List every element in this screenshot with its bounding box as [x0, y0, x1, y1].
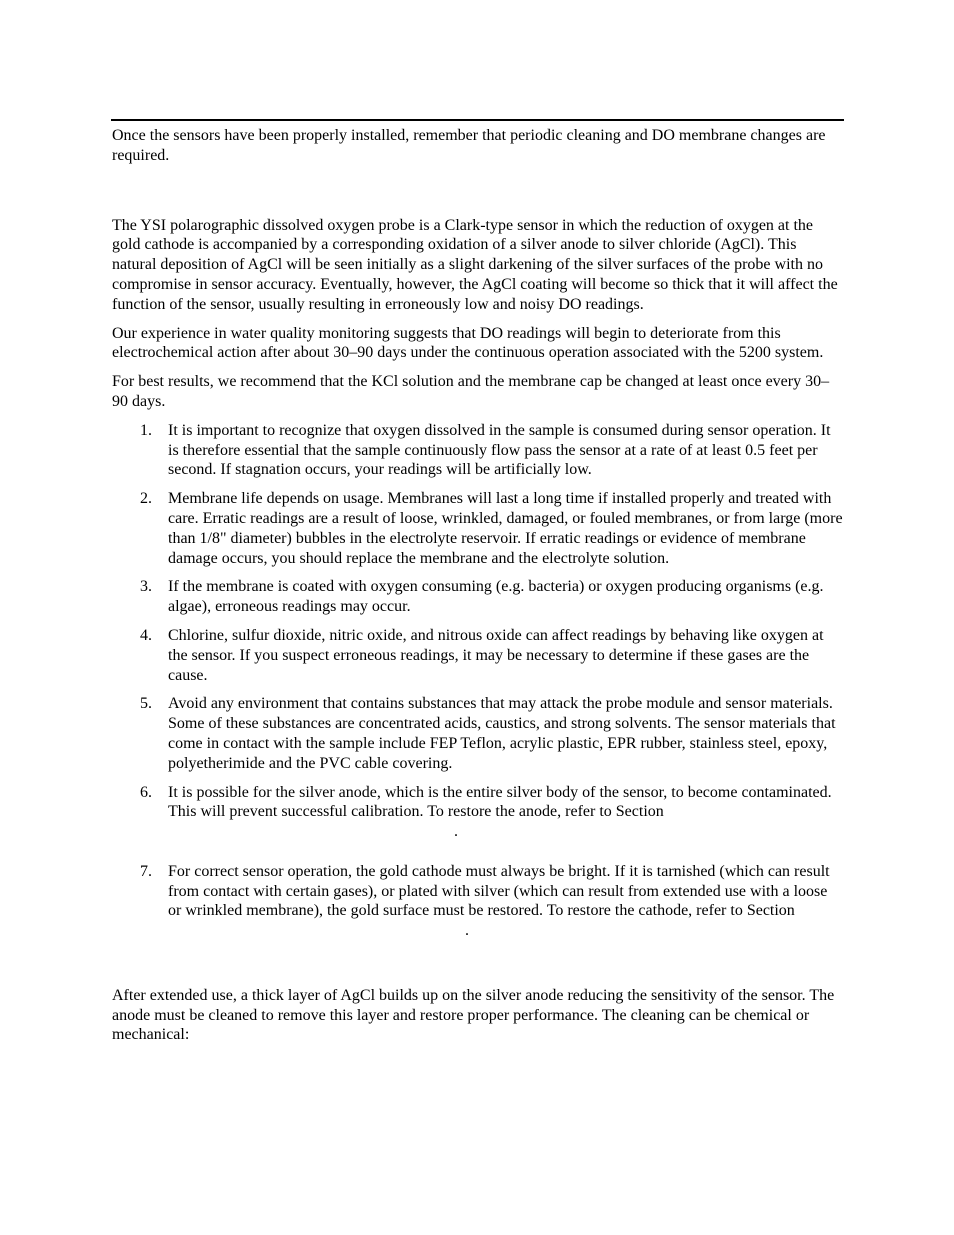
list-item: [112, 421, 844, 480]
list-item: [112, 489, 844, 568]
list-text: Avoid any environment that contains substances that may attack the probe module and sensor materials. Some of these substances are concentrated acids, caustics, and strong solvents. The sensor materials that come in contact with the sample include FEP Teflon, acrylic plastic, EPR rubber, stainless steel, epoxy, polyetherimide and the PVC cable covering.: [168, 695, 836, 772]
list-item: [112, 862, 844, 941]
recommendation-paragraph: For best results, we recommend that the KCl solution and the membrane cap be changed at least once every 30–90 days.: [112, 373, 830, 410]
list-number: 5.: [140, 695, 152, 713]
header-rule: [111, 119, 844, 121]
list-text: Membrane life depends on usage. Membranes will last a long time if installed properly and treated with care. Erratic readings are a result of loose, wrinkled, damaged, or fouled membranes, or from large (more than 1/8" diameter) bubbles in the electrolyte reservoir. If erratic readings or evidence of membrane damage occurs, you should replace the membrane and the electrolyte solution.: [168, 490, 843, 567]
intro-paragraph: Once the sensors have been properly installed, remember that periodic cleaning and DO membrane changes are required.: [112, 127, 826, 164]
list-item: [112, 626, 844, 685]
list-number: 4.: [140, 626, 152, 644]
deterioration-paragraph: Our experience in water quality monitoring suggests that DO readings will begin to deteriorate from this electrochemical action after about 30–90 days under the continuous operation associated with the 5200 system.: [112, 324, 824, 362]
list-number: 6.: [140, 783, 152, 801]
list-trailing-period: .: [454, 823, 458, 841]
list-text: It is important to recognize that oxygen dissolved in the sample is consumed during sensor operation. It is therefore essential that the sample continuously flow pass the sensor at a rate of at least 0.5 feet per second. If stagnation occurs, your readings will be artificially low.: [168, 421, 831, 479]
list-number: 2.: [140, 490, 152, 508]
list-number: 1.: [140, 421, 152, 439]
list-item: [112, 694, 844, 773]
list-text: If the membrane is coated with oxygen consuming (e.g. bacteria) or oxygen producing organisms (e.g. algae), erroneous readings may occur.: [168, 578, 824, 616]
list-number: 7.: [140, 862, 152, 880]
page-body: [112, 126, 844, 1045]
list-text: Chlorine, sulfur dioxide, nitric oxide, and nitrous oxide can affect readings by behaving like oxygen at the sensor. If you suspect erroneous readings, it may be necessary to determine if these gases are the cause.: [168, 626, 824, 684]
maintenance-list: [112, 421, 844, 941]
list-text: For correct sensor operation, the gold cathode must always be bright. If it is tarnished (which can result from contact with certain gases), or plated with silver (which can result from extended use with a loose or wrinkled membrane), the gold surface must be restored. To restore the cathode, refer to Section: [168, 862, 830, 920]
list-number: 3.: [140, 578, 152, 596]
clark-sensor-paragraph: The YSI polarographic dissolved oxygen probe is a Clark-type sensor in which the reduction of oxygen at the gold cathode is accompanied by a corresponding oxidation of a silver anode to silver chloride (AgCl). This natural deposition of AgCl will be seen initially as a slight darkening of the silver surfaces of the probe with no compromise in sensor accuracy. Eventually, however, the AgCl coating will become so thick that it will affect the function of the sensor, usually resulting in erroneously low and noisy DO readings.: [112, 216, 838, 313]
list-trailing-period: .: [465, 922, 469, 940]
list-item: [112, 783, 844, 842]
list-item: [112, 577, 844, 617]
anode-cleaning-paragraph: After extended use, a thick layer of AgCl builds up on the silver anode reducing the sensitivity of the sensor. The anode must be cleaned to remove this layer and restore proper performance. The cleaning can be chemical or mechanical:: [112, 986, 835, 1044]
list-text: It is possible for the silver anode, which is the entire silver body of the sensor, to become contaminated. This will prevent successful calibration. To restore the anode, refer to Section: [168, 783, 832, 821]
